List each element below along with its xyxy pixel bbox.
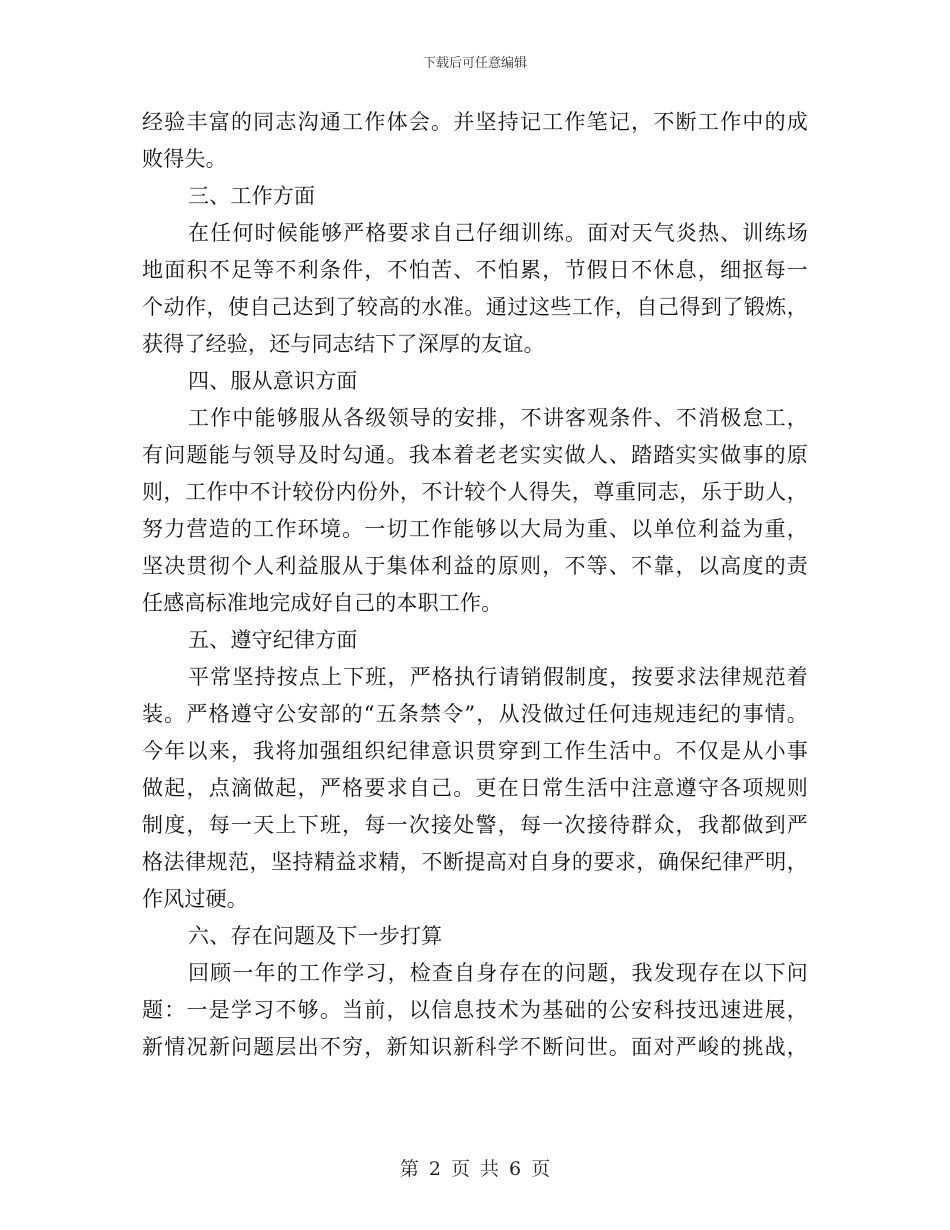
text-line: 经验丰富的同志沟通工作体会。并坚持记工作笔记，不断工作中的成 (142, 110, 808, 134)
text-line: 在任何时候能够严格要求自己仔细训练。面对天气炎热、训练场 (188, 221, 808, 245)
text-line: 有问题能与领导及时勾通。我本着老老实实做人、踏踏实实做事的原 (142, 443, 808, 467)
text-line: 个动作，使自己达到了较高的水准。通过这些工作，自己得到了锻炼， (142, 295, 808, 319)
text-line: 装。严格遵守公安部的“五条禁令”，从没做过任何违规违纪的事情。 (142, 702, 808, 726)
text-line: 今年以来，我将加强组织纪律意识贯穿到工作生活中。不仅是从小事 (142, 739, 808, 763)
page-header: 下载后可任意编辑 (422, 56, 527, 71)
text-line: 则，工作中不计较份内份外，不计较个人得失，尊重同志，乐于助人， (142, 480, 808, 504)
text-line: 败得失。 (142, 147, 227, 171)
text-line: 制度，每一天上下班，每一次接处警，每一次接待群众，我都做到严 (142, 813, 808, 837)
text-line: 任感高标准地完成好自己的本职工作。 (142, 591, 503, 615)
text-line: 回顾一年的工作学习，检查自身存在的问题，我发现存在以下问 (188, 961, 808, 985)
text-line: 获得了经验，还与同志结下了深厚的友谊。 (142, 332, 545, 356)
text-line: 地面积不足等不利条件，不怕苦、不怕累，节假日不休息，细抠每一 (142, 258, 808, 282)
text-line: 平常坚持按点上下班，严格执行请销假制度，按要求法律规范着 (188, 665, 808, 689)
document-body (142, 104, 808, 1066)
text-line: 工作中能够服从各级领导的安排，不讲客观条件、不消极怠工， (188, 406, 808, 430)
page-footer: 第 2 页 共 6 页 (399, 1158, 551, 1180)
text-line: 坚决贯彻个人利益服从于集体利益的原则，不等、不靠，以高度的责 (142, 554, 808, 578)
text-line: 格法律规范，坚持精益求精，不断提高对自身的要求，确保纪律严明， (142, 850, 808, 874)
text-line: 努力营造的工作环境。一切工作能够以大局为重、以单位利益为重， (142, 517, 808, 541)
section-heading: 五、遵守纪律方面 (188, 628, 358, 652)
section-heading: 六、存在问题及下一步打算 (188, 924, 443, 948)
text-line: 题：一是学习不够。当前，以信息技术为基础的公安科技迅速进展， (142, 998, 808, 1022)
text-line: 新情况新问题层出不穷，新知识新科学不断问世。面对严峻的挑战， (142, 1035, 808, 1059)
text-line: 作风过硬。 (142, 887, 248, 911)
section-heading: 四、服从意识方面 (188, 369, 358, 393)
section-heading: 三、工作方面 (188, 184, 316, 208)
text-line: 做起，点滴做起，严格要求自己。更在日常生活中注意遵守各项规则 (142, 776, 808, 800)
